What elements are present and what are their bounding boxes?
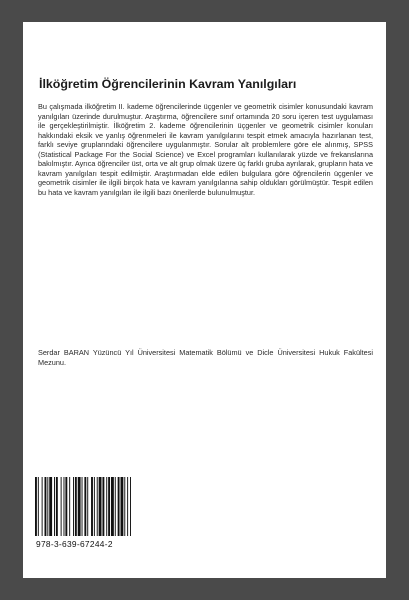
- back-cover: [23, 22, 386, 578]
- isbn-number: 978-3-639-67244-2: [36, 539, 113, 549]
- author-note: Serdar BARAN Yüzüncü Yıl Üniversitesi Matematik Bölümü ve Dicle Üniversitesi Hukuk Fakültesi Mezunu.: [38, 348, 373, 367]
- abstract-text: Bu çalışmada ilköğretim II. kademe öğrencilerinde üçgenler ve geometrik cisimler konusundaki kavram yanılgıları üzerinde durulmuştur. Araştırma, öğrencilere sınıf ortamında 20 soru içeren test uygulaması ile gerçekleştirilmiştir. İlköğretim 2. kademe öğrencilerinin üçgenler ve geometrik cisimler konuları hakkındaki eksik ve yanlış öğrenmeleri ile kavram yanılgılarını tespit etmek amacıyla hazırlanan test, farklı seviye gruplarındaki öğrencilere uygulanmıştır. Sorular alt problemlere göre ele alınmış, SPSS (Statistical Package For the Social Science) ve Excel programları kullanılarak yüzde ve frekanslarına bakılmıştır. Ayrıca öğrenciler üst, orta ve alt grup olmak üzere üç farklı gruba ayrılarak, grupların hata ve kavram yanılgıları tespit edilmiştir. Araştırmadan elde edilen bulgulara göre öğrencilerin üçgenler ve geometrik cisimler ile ilgili birçok hata ve kavram yanılgılarına sahip oldukları görülmüştür. Tespit edilen bu hata ve kavram yanılgıları ile ilgili bazı önerilerde bulunulmuştur.: [38, 102, 373, 197]
- book-title: İlköğretim Öğrencilerinin Kavram Yanılgıları: [39, 77, 297, 91]
- barcode: [34, 477, 156, 536]
- barcode-graphic: [34, 477, 156, 536]
